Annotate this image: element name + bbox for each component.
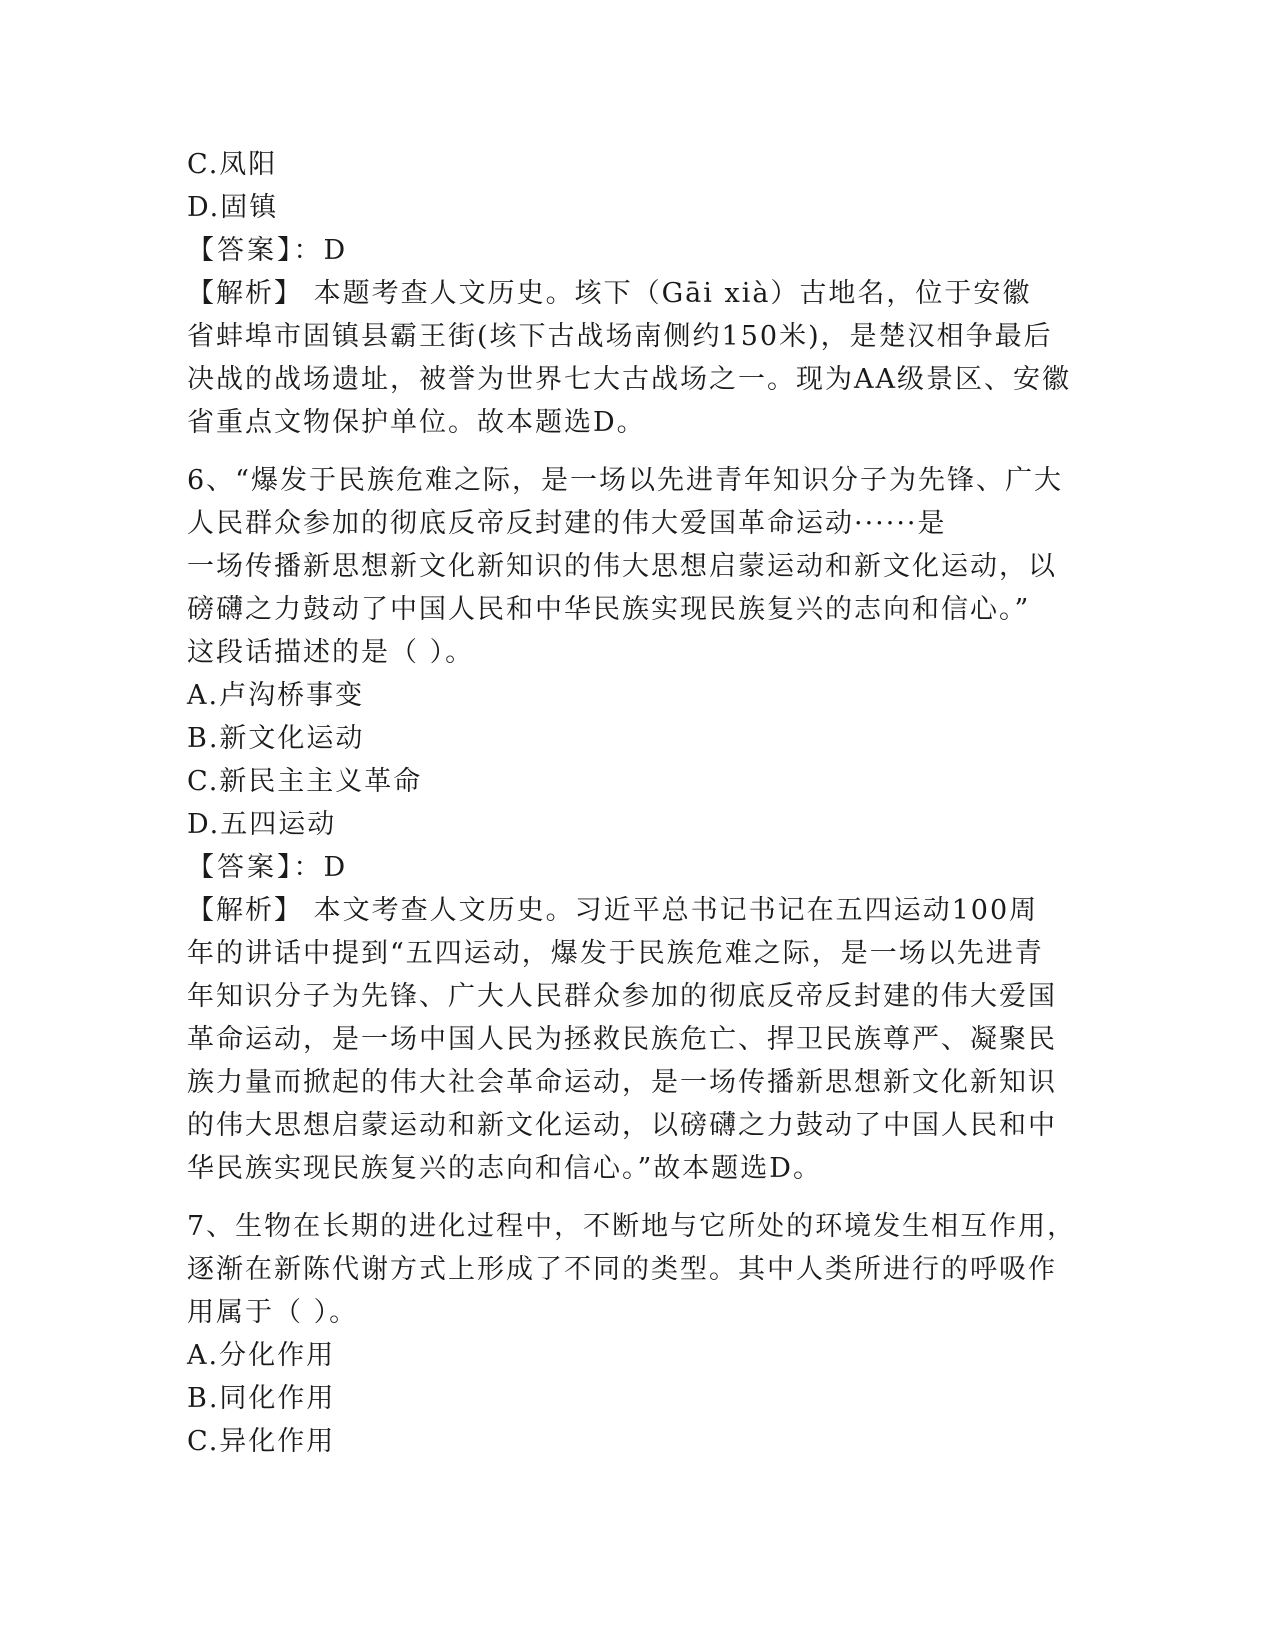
analysis-line: 【解析】 本文考查人文历史。习近平总书记书记在五四运动100周 (187, 895, 1039, 926)
option-c: C.凤阳 (187, 149, 278, 180)
question-stem-line: 用属于（ ）。 (187, 1297, 359, 1328)
answer-line: 【答案】：D (187, 852, 349, 883)
question-6 (187, 459, 1087, 1190)
question-stem-line: 磅礴之力鼓动了中国人民和中华民族实现民族复兴的志向和信心。” (187, 594, 1031, 625)
option-c: C.异化作用 (187, 1426, 336, 1457)
answer-line: 【答案】：D (187, 235, 349, 266)
question-stem-line: 逐渐在新陈代谢方式上形成了不同的类型。其中人类所进行的呼吸作 (187, 1254, 1057, 1285)
option-b: B.同化作用 (187, 1383, 336, 1414)
question-stem-line: 这段话描述的是（ ）。 (187, 637, 475, 668)
analysis-line: 族力量而掀起的伟大社会革命运动，是一场传播新思想新文化新知识 (187, 1067, 1057, 1098)
option-a: A.卢沟桥事变 (187, 680, 365, 711)
question-7 (187, 1205, 1087, 1463)
question-stem-line: 人民群众参加的彻底反帝反封建的伟大爱国革命运动······是 (187, 508, 947, 539)
option-c: C.新民主主义革命 (187, 766, 423, 797)
analysis-line: 的伟大思想启蒙运动和新文化运动，以磅礴之力鼓动了中国人民和中 (187, 1110, 1057, 1141)
analysis-line: 【解析】 本题考查人文历史。垓下（Gāi xià）古地名，位于安徽 (187, 278, 1032, 309)
question-stem-line: 一场传播新思想新文化新知识的伟大思想启蒙运动和新文化运动，以 (187, 551, 1057, 582)
question-5-tail (187, 143, 1087, 444)
analysis-line: 华民族实现民族复兴的志向和信心。”故本题选D。 (187, 1153, 822, 1184)
analysis-line: 革命运动，是一场中国人民为拯救民族危亡、捍卫民族尊严、凝聚民 (187, 1024, 1057, 1055)
option-a: A.分化作用 (187, 1340, 336, 1371)
analysis-line: 省重点文物保护单位。故本题选D。 (187, 407, 646, 438)
analysis-line: 决战的战场遗址，被誉为世界七大古战场之一。现为AA级景区、安徽 (187, 364, 1071, 395)
analysis-line: 年知识分子为先锋、广大人民群众参加的彻底反帝反封建的伟大爱国 (187, 981, 1057, 1012)
option-d: D.五四运动 (187, 809, 337, 840)
option-d: D.固镇 (187, 192, 279, 223)
analysis-line: 年的讲话中提到“五四运动，爆发于民族危难之际，是一场以先进青 (187, 938, 1044, 969)
option-b: B.新文化运动 (187, 723, 365, 754)
document-page (187, 143, 1087, 1463)
analysis-line: 省蚌埠市固镇县霸王街(垓下古战场南侧约150米)，是楚汉相争最后 (187, 321, 1053, 352)
question-stem-line: 7、生物在长期的进化过程中，不断地与它所处的环境发生相互作用， (187, 1211, 1077, 1242)
question-stem-line: 6、“爆发于民族危难之际，是一场以先进青年知识分子为先锋、广大 (187, 465, 1063, 496)
